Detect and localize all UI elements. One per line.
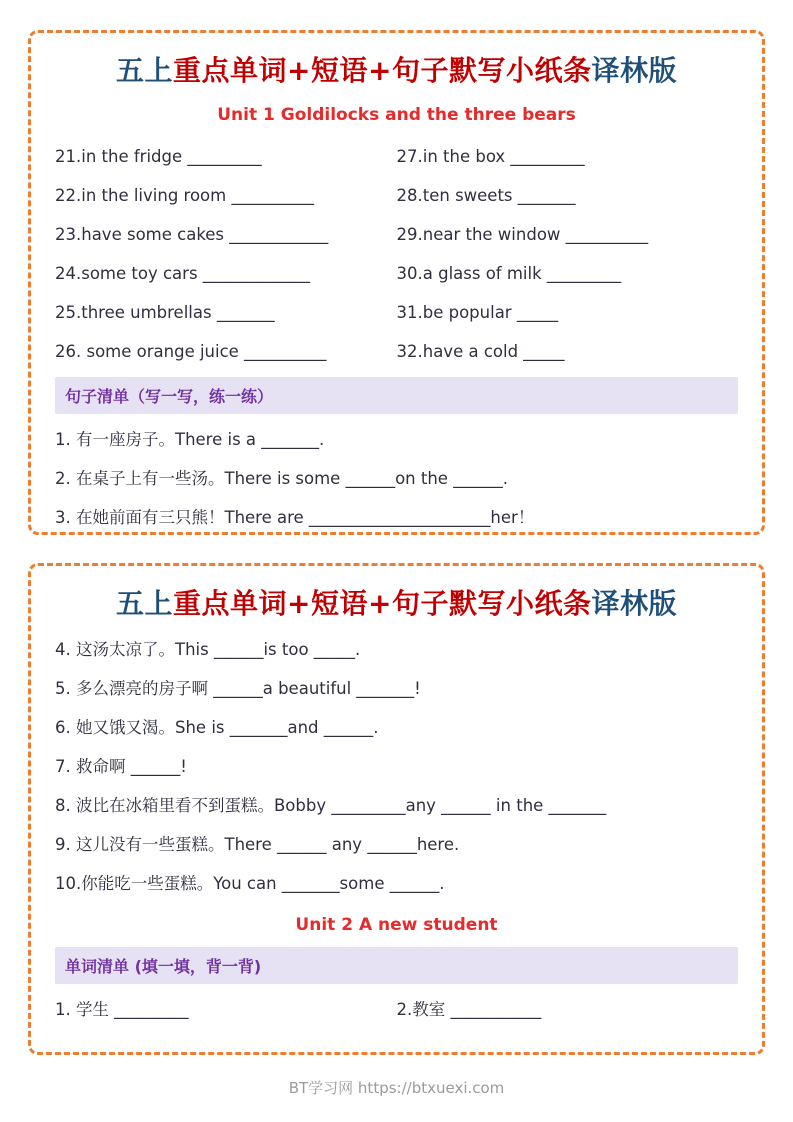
word-column-right [397, 990, 739, 1029]
worksheet-title [55, 53, 738, 89]
word-item: 2.教室 ___________ [396, 1000, 542, 1020]
sentence-item: 4. 这汤太凉了。This ______is too _____. [55, 640, 361, 660]
phrase-item: 24.some toy cars _____________ [55, 264, 311, 284]
word-list [55, 990, 738, 1029]
phrase-item: 21.in the fridge _________ [55, 147, 262, 167]
phrase-item: 28.ten sweets _______ [396, 186, 576, 206]
sentence-item: 10.你能吃一些蛋糕。You can _______some ______. [55, 874, 445, 894]
sentence-item: 2. 在桌子上有一些汤。There is some ______on the ______. [55, 469, 508, 489]
sentence-list [55, 420, 738, 537]
title-main-text: 重点单词+短语+句子默写小纸条 [173, 587, 592, 620]
title-edition-suffix: 译林版 [591, 587, 677, 620]
worksheet-card-2 [28, 563, 765, 1055]
sentence-item: 1. 有一座房子。There is a _______. [55, 430, 325, 450]
sentence-item: 3. 在她前面有三只熊！There are ______________________her！ [55, 508, 535, 528]
title-edition-suffix: 译林版 [591, 54, 677, 87]
unit1-heading: Unit 1 Goldilocks and the three bears [217, 105, 576, 126]
word-item: 1. 学生 _________ [55, 1000, 189, 1020]
unit2-heading: Unit 2 A new student [295, 915, 498, 936]
phrase-item: 23.have some cakes ____________ [55, 225, 329, 245]
phrase-item: 29.near the window __________ [396, 225, 649, 245]
site-footer: BT学习网 https://btxuexi.com [288, 1079, 505, 1097]
title-main-text: 重点单词+短语+句子默写小纸条 [173, 54, 592, 87]
worksheet-title [55, 586, 738, 622]
phrase-item: 31.be popular _____ [396, 303, 559, 323]
sentence-list-header: 句子清单（写一写，练一练） [55, 377, 738, 414]
phrase-column-right [397, 137, 739, 371]
phrase-list [55, 137, 738, 371]
sentence-item: 6. 她又饿又渴。She is _______and ______. [55, 718, 379, 738]
phrase-item: 25.three umbrellas _______ [55, 303, 275, 323]
sentence-list [55, 630, 738, 903]
sentence-item: 8. 波比在冰箱里看不到蛋糕。Bobby _________any ______ in the _______ [55, 796, 607, 816]
sentence-item: 5. 多么漂亮的房子啊 ______a beautiful _______! [55, 679, 421, 699]
phrase-item: 32.have a cold _____ [396, 342, 565, 362]
word-list-header: 单词清单 (填一填，背一背) [55, 947, 738, 984]
title-grade-prefix: 五上 [116, 54, 174, 87]
phrase-item: 27.in the box _________ [396, 147, 585, 167]
phrase-column-left [55, 137, 397, 371]
phrase-item: 22.in the living room __________ [55, 186, 314, 206]
phrase-item: 26. some orange juice __________ [55, 342, 327, 362]
title-grade-prefix: 五上 [116, 587, 174, 620]
worksheet-card-1 [28, 30, 765, 535]
sentence-item: 7. 救命啊 ______! [55, 757, 187, 777]
sentence-item: 9. 这儿没有一些蛋糕。There ______ any ______here. [55, 835, 460, 855]
word-column-left [55, 990, 397, 1029]
phrase-item: 30.a glass of milk _________ [396, 264, 622, 284]
